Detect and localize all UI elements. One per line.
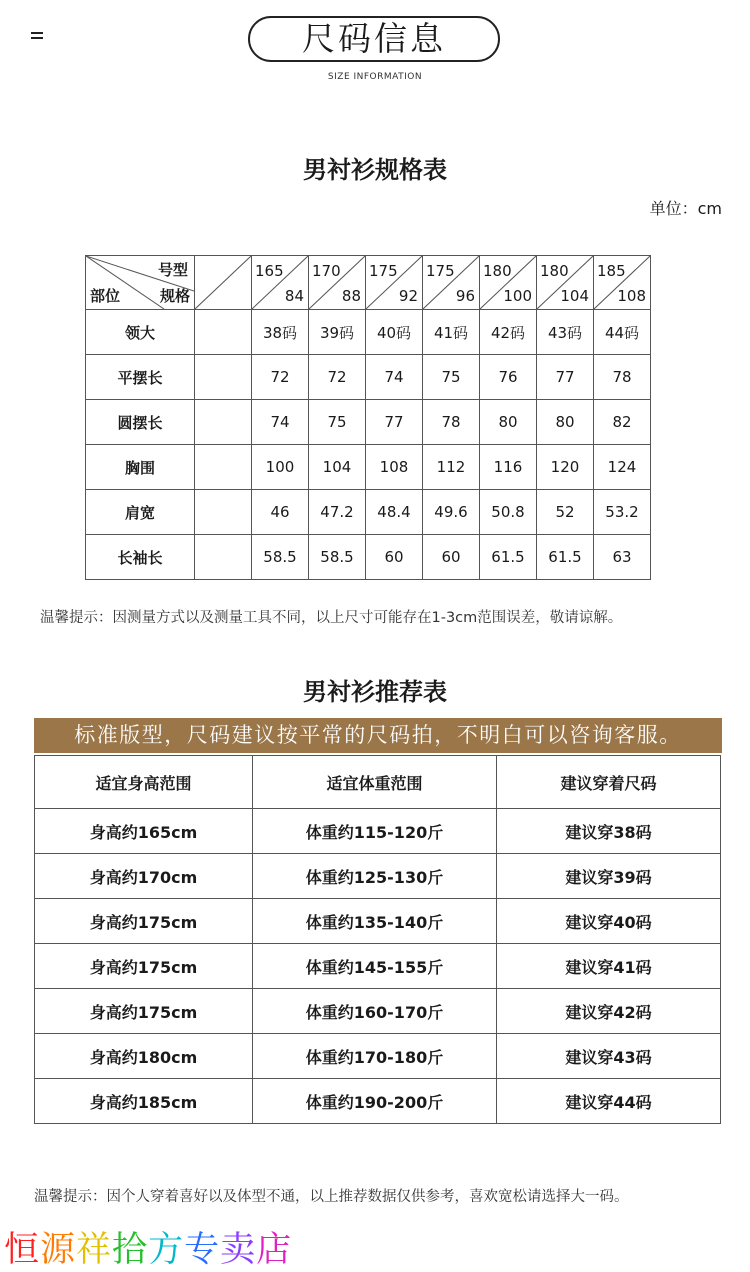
spec-table-title: 男衬衫规格表	[303, 156, 447, 184]
rec-weight-cell: 体重约125-130斤	[253, 854, 497, 899]
spec-size-header	[594, 256, 651, 310]
spec-size-header	[309, 256, 366, 310]
spec-size-header	[480, 256, 537, 310]
shop-name-char: 卖	[220, 1230, 257, 1270]
rec-weight-cell: 体重约145-155斤	[253, 944, 497, 989]
corner-label-top: 号型	[157, 261, 188, 279]
spec-row	[86, 310, 651, 355]
spec-value-cell: 76	[480, 355, 537, 400]
spec-row	[86, 400, 651, 445]
rec-row	[35, 1079, 721, 1124]
rec-size-cell: 建议穿39码	[497, 854, 721, 899]
size-chest: 84	[284, 287, 304, 305]
rec-size-cell: 建议穿40码	[497, 899, 721, 944]
spec-value-cell: 74	[366, 355, 423, 400]
spec-table	[85, 255, 651, 580]
rec-row	[35, 989, 721, 1034]
rec-height-cell: 身高约175cm	[35, 989, 253, 1034]
spec-blank-cell	[195, 400, 252, 445]
size-chest: 104	[560, 287, 589, 305]
spec-blank-cell	[195, 355, 252, 400]
shop-name-char: 恒	[4, 1230, 41, 1270]
shop-name-char: 源	[40, 1230, 77, 1270]
spec-row-label: 领大	[86, 310, 195, 355]
size-chest: 92	[398, 287, 418, 305]
spec-value-cell: 82	[594, 400, 651, 445]
rec-size-cell: 建议穿41码	[497, 944, 721, 989]
size-height: 180	[483, 262, 512, 280]
spec-value-cell: 41码	[423, 310, 480, 355]
rec-weight-cell: 体重约135-140斤	[253, 899, 497, 944]
unit-label: 单位：cm	[649, 199, 722, 218]
corner-label-left: 部位	[90, 287, 121, 305]
blank-diagonal-line	[195, 256, 251, 309]
spec-value-cell: 60	[423, 535, 480, 580]
rec-size-cell: 建议穿43码	[497, 1034, 721, 1079]
spec-value-cell: 39码	[309, 310, 366, 355]
rec-row	[35, 809, 721, 854]
rec-weight-cell: 体重约160-170斤	[253, 989, 497, 1034]
spec-blank-cell	[195, 535, 252, 580]
spec-value-cell: 49.6	[423, 490, 480, 535]
spec-value-cell: 104	[309, 445, 366, 490]
rec-size-cell: 建议穿44码	[497, 1079, 721, 1124]
spec-blank-cell	[195, 490, 252, 535]
rec-size-cell: 建议穿38码	[497, 809, 721, 854]
rec-table	[34, 755, 721, 1124]
rec-header-size: 建议穿着尺码	[497, 756, 721, 809]
rec-size-cell: 建议穿42码	[497, 989, 721, 1034]
spec-value-cell: 58.5	[252, 535, 309, 580]
spec-value-cell: 75	[423, 355, 480, 400]
spec-size-header	[537, 256, 594, 310]
rec-height-cell: 身高约175cm	[35, 899, 253, 944]
spec-value-cell: 63	[594, 535, 651, 580]
spec-value-cell: 40码	[366, 310, 423, 355]
shop-name-char: 方	[148, 1230, 185, 1270]
shop-name-char: 拾	[112, 1230, 149, 1270]
size-height: 175	[426, 262, 455, 280]
spec-note: 温馨提示：因测量方式以及测量工具不同，以上尺寸可能存在1-3cm范围误差，敬请谅解。	[40, 610, 623, 626]
size-chest: 88	[341, 287, 361, 305]
size-chest: 96	[455, 287, 475, 305]
spec-value-cell: 53.2	[594, 490, 651, 535]
spec-value-cell: 48.4	[366, 490, 423, 535]
spec-value-cell: 38码	[252, 310, 309, 355]
spec-value-cell: 72	[252, 355, 309, 400]
spec-row	[86, 355, 651, 400]
spec-value-cell: 80	[537, 400, 594, 445]
spec-value-cell: 74	[252, 400, 309, 445]
spec-value-cell: 124	[594, 445, 651, 490]
shop-name-char: 专	[184, 1230, 221, 1270]
spec-value-cell: 77	[537, 355, 594, 400]
shop-name-char: 店	[256, 1230, 293, 1270]
shop-name	[4, 1222, 292, 1272]
spec-blank-head	[195, 256, 252, 310]
rec-row	[35, 1034, 721, 1079]
size-height: 185	[597, 262, 626, 280]
spec-value-cell: 47.2	[309, 490, 366, 535]
shop-name-char: 祥	[76, 1230, 113, 1270]
rec-table-title: 男衬衫推荐表	[303, 678, 447, 706]
size-chest: 100	[503, 287, 532, 305]
spec-row	[86, 535, 651, 580]
rec-weight-cell: 体重约170-180斤	[253, 1034, 497, 1079]
spec-value-cell: 46	[252, 490, 309, 535]
spec-row	[86, 490, 651, 535]
spec-corner-cell	[86, 256, 195, 310]
spec-value-cell: 108	[366, 445, 423, 490]
rec-weight-cell: 体重约115-120斤	[253, 809, 497, 854]
spec-row-label: 长袖长	[86, 535, 195, 580]
rec-note: 温馨提示：因个人穿着喜好以及体型不通，以上推荐数据仅供参考，喜欢宽松请选择大一码。	[34, 1189, 629, 1205]
spec-blank-cell	[195, 445, 252, 490]
page-title: 尺码信息	[248, 16, 500, 62]
size-chest: 108	[617, 287, 646, 305]
menu-icon[interactable]	[31, 32, 43, 41]
spec-blank-cell	[195, 310, 252, 355]
rec-header-weight: 适宜体重范围	[253, 756, 497, 809]
spec-row-label: 胸围	[86, 445, 195, 490]
spec-value-cell: 80	[480, 400, 537, 445]
corner-label-right: 规格	[159, 287, 190, 305]
spec-value-cell: 78	[423, 400, 480, 445]
spec-size-header	[366, 256, 423, 310]
spec-row	[86, 445, 651, 490]
spec-value-cell: 52	[537, 490, 594, 535]
spec-size-header	[252, 256, 309, 310]
spec-row-label: 圆摆长	[86, 400, 195, 445]
size-height: 165	[255, 262, 284, 280]
spec-value-cell: 77	[366, 400, 423, 445]
spec-value-cell: 120	[537, 445, 594, 490]
spec-size-header	[423, 256, 480, 310]
spec-value-cell: 116	[480, 445, 537, 490]
rec-weight-cell: 体重约190-200斤	[253, 1079, 497, 1124]
spec-value-cell: 61.5	[480, 535, 537, 580]
spec-value-cell: 43码	[537, 310, 594, 355]
spec-value-cell: 44码	[594, 310, 651, 355]
size-height: 175	[369, 262, 398, 280]
size-height: 170	[312, 262, 341, 280]
spec-row-label: 平摆长	[86, 355, 195, 400]
rec-banner: 标准版型，尺码建议按平常的尺码拍，不明白可以咨询客服。	[34, 718, 722, 753]
rec-height-cell: 身高约180cm	[35, 1034, 253, 1079]
spec-value-cell: 100	[252, 445, 309, 490]
rec-header-height: 适宜身高范围	[35, 756, 253, 809]
spec-value-cell: 50.8	[480, 490, 537, 535]
spec-value-cell: 72	[309, 355, 366, 400]
size-height: 180	[540, 262, 569, 280]
page-subtitle: SIZE INFORMATION	[327, 72, 423, 82]
spec-value-cell: 61.5	[537, 535, 594, 580]
rec-height-cell: 身高约165cm	[35, 809, 253, 854]
rec-row	[35, 944, 721, 989]
spec-value-cell: 60	[366, 535, 423, 580]
rec-height-cell: 身高约170cm	[35, 854, 253, 899]
spec-value-cell: 78	[594, 355, 651, 400]
spec-row-label: 肩宽	[86, 490, 195, 535]
spec-value-cell: 75	[309, 400, 366, 445]
rec-height-cell: 身高约175cm	[35, 944, 253, 989]
rec-row	[35, 854, 721, 899]
rec-row	[35, 899, 721, 944]
spec-value-cell: 112	[423, 445, 480, 490]
spec-value-cell: 42码	[480, 310, 537, 355]
rec-height-cell: 身高约185cm	[35, 1079, 253, 1124]
spec-value-cell: 58.5	[309, 535, 366, 580]
